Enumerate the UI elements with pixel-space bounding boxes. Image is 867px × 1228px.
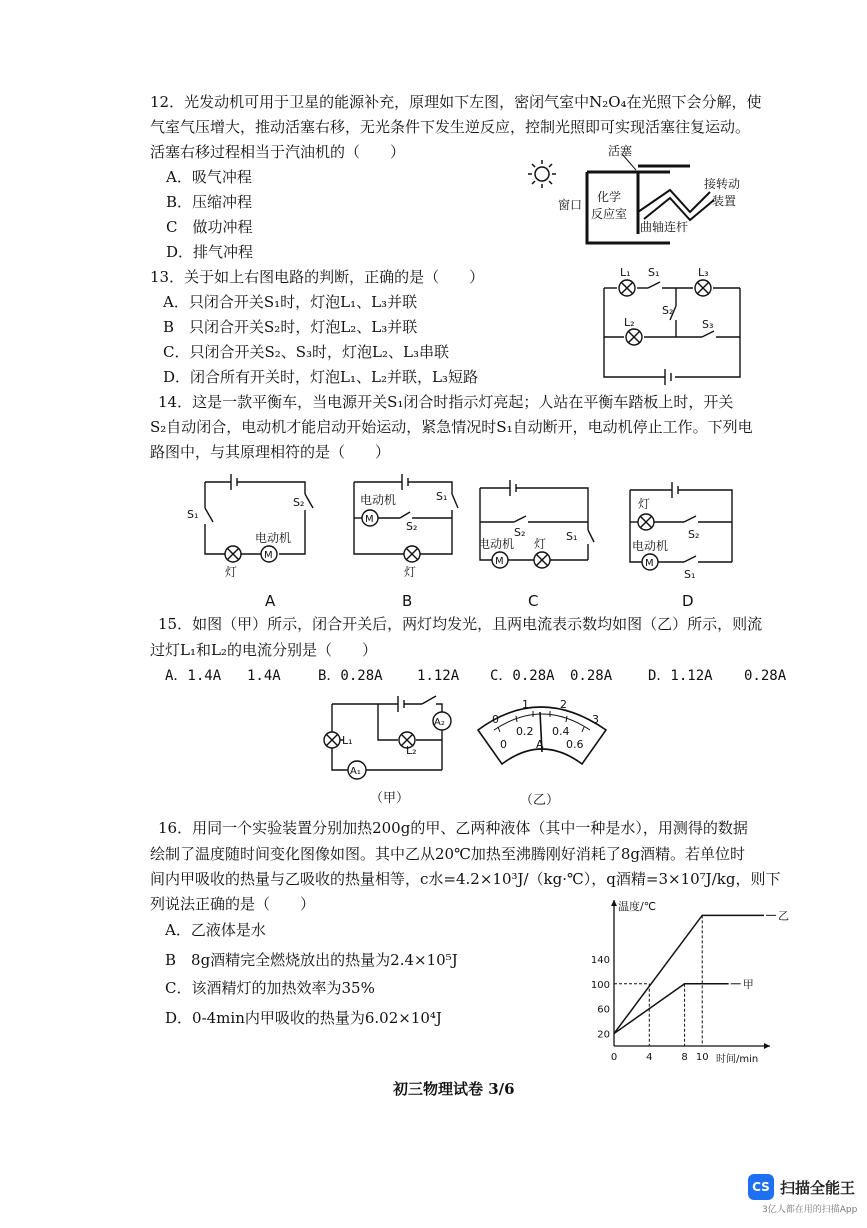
y-axis-label: 温度/℃: [618, 900, 657, 913]
y-tick-label: 140: [590, 954, 610, 966]
q16-line1: 16．用同一个实验装置分别加热200g的甲、乙两种液体（其中一种是水），用测得的数据: [158, 819, 748, 837]
motor-icon: [261, 546, 277, 562]
q16-line2: 绘制了温度随时间变化图像如图。其中乙从20℃加热至沸腾刚好消耗了8g酒精。若单位时: [150, 845, 746, 863]
lamp-icon: [626, 329, 642, 345]
q15-option-c-2: 0.28A: [570, 668, 613, 684]
a-lamp-label: 灯: [225, 565, 238, 579]
a-s1-label: S₁: [187, 508, 199, 521]
q13-L1-label: L₁: [620, 266, 631, 279]
sun-icon: [528, 160, 556, 188]
crank-rod: [638, 190, 714, 220]
x-tick-label: 10: [695, 1052, 709, 1063]
svg-text:M: M: [365, 514, 374, 525]
page-footer: 初三物理试卷 3/6: [393, 1080, 515, 1098]
series-label-甲: 甲: [742, 977, 754, 991]
q15-option-b: B．0.28A: [318, 668, 383, 684]
meter-inner-02: 0.2: [516, 725, 534, 738]
circuit-a: [185, 470, 325, 610]
q15-option-a-2: 1.4A: [247, 668, 281, 684]
device-label-1: 接转动: [704, 177, 741, 191]
q12-option-c: C 做功冲程: [166, 218, 253, 236]
crank-label: 曲轴连杆: [640, 220, 689, 234]
q12-option-a: A．吸气冲程: [166, 168, 252, 186]
q15-caption-yi: （乙）: [520, 793, 560, 808]
c-s2-label: S₂: [514, 526, 526, 539]
q13-circuit: [590, 262, 760, 392]
d-lamp-label: 灯: [638, 497, 651, 511]
motor-icon: [642, 554, 658, 570]
q14-line2: S₂自动闭合，电动机才能启动开始运动，紧急情况时S₁自动断开，电动机停止工作。下列电: [150, 418, 753, 436]
watermark-tagline: 3亿人都在用的扫描App: [762, 1205, 858, 1215]
photo-engine-figure: [520, 140, 770, 255]
a-letter: A: [265, 592, 276, 610]
lamp-icon: [638, 514, 654, 530]
svg-text:A₁: A₁: [350, 766, 361, 777]
lamp-icon: [534, 552, 550, 568]
lamp-icon: [695, 280, 711, 296]
q12-line3: 活塞右移过程相当于汽油机的（ ）: [150, 143, 406, 161]
q13-option-c: C．只闭合开关S₂、S₃时，灯泡L₂、L₃串联: [163, 343, 450, 361]
q15-option-d-2: 0.28A: [744, 668, 787, 684]
y-tick-label: 20: [597, 1029, 610, 1041]
q15-option-d: D．1.12A: [648, 668, 713, 684]
lamp-icon: [619, 280, 635, 296]
d-s1-label: S₁: [684, 568, 696, 581]
piston-label: 活塞: [608, 144, 633, 158]
x-axis-label: 时间/min: [716, 1054, 759, 1065]
q13-stem: 13．关于如上右图电路的判断，正确的是（ ）: [150, 268, 485, 286]
c-motor-label: 电动机: [478, 537, 515, 551]
series-line-乙: [614, 915, 764, 1033]
lamp-icon: [225, 546, 241, 562]
q13-option-d: D．闭合所有开关时，灯泡L₁、L₂并联，L₃短路: [163, 368, 478, 386]
q12-option-b: B．压缩冲程: [166, 193, 253, 211]
q13-L3-label: L₃: [698, 266, 709, 279]
c-s1-label: S₁: [566, 530, 578, 543]
meter-outer-2: 2: [560, 698, 567, 711]
x-tick-label: 8: [681, 1052, 688, 1063]
motor-icon: [492, 552, 508, 568]
circuit-c: [470, 470, 610, 610]
device-label-2: 装置: [712, 194, 737, 208]
q13-option-a: A．只闭合开关S₁时，灯泡L₁、L₃并联: [163, 293, 418, 311]
meter-outer-0: 0: [492, 713, 499, 726]
motor-icon: [362, 510, 378, 526]
lamp-icon: [404, 546, 420, 562]
svg-text:M: M: [645, 558, 654, 569]
x-tick-label: 4: [646, 1052, 653, 1063]
chamber-label-2: 反应室: [591, 207, 628, 221]
camscanner-logo-icon: CS: [748, 1174, 774, 1200]
d-letter: D: [682, 592, 694, 610]
q14-line1: 14．这是一款平衡车，当电源开关S₁闭合时指示灯亮起；人站在平衡车踏板上时，开关: [158, 393, 734, 411]
q15-line2: 过灯L₁和L₂的电流分别是（ ）: [150, 641, 377, 659]
circuit-d: [620, 470, 760, 610]
q12-line1: 12．光发动机可用于卫星的能源补充，原理如下左图，密闭气室中N₂O₄在光照下会分解，使: [150, 93, 762, 111]
q13-L2-label: L₂: [624, 316, 635, 329]
svg-text:A₂: A₂: [434, 717, 445, 728]
q12-line2: 气室气压增大，推动活塞右移，无光条件下发生逆反应，控制光照即可实现活塞往复运动。: [150, 118, 751, 136]
q16-option-c: C．该酒精灯的加热效率为35%: [165, 979, 375, 997]
q13-S3-label: S₃: [702, 318, 714, 331]
q13-option-b: B 只闭合开关S₂时，灯泡L₂、L₃并联: [163, 318, 418, 336]
ammeter-a1-icon: [348, 761, 366, 779]
q15-meter-yi: [470, 690, 620, 810]
b-s2-label: S₂: [406, 520, 418, 533]
q15-line1: 15．如图（甲）所示，闭合开关后，两灯均发光，且两电流表示数均如图（乙）所示，则流: [158, 615, 763, 633]
q12-option-d: D．排气冲程: [166, 243, 254, 261]
svg-text:M: M: [495, 556, 504, 567]
y-tick-label: 100: [590, 979, 610, 991]
meter-unit: A: [536, 738, 544, 751]
svg-text:M: M: [264, 550, 273, 561]
meter-inner-06: 0.6: [566, 738, 584, 751]
q13-S2-label: S₂: [662, 304, 674, 317]
q16-option-b: B 8g酒精完全燃烧放出的热量为2.4×10⁵J: [165, 951, 458, 969]
circuit-b: [340, 470, 470, 610]
c-lamp-label: 灯: [534, 537, 547, 551]
lamp-icon: [324, 732, 340, 748]
x-tick-label: 0: [610, 1052, 618, 1063]
meter-scale-arc: [494, 714, 590, 730]
y-axis-arrow: [611, 900, 617, 906]
c-letter: C: [528, 592, 539, 610]
watermark-name: 扫描全能王: [780, 1179, 856, 1197]
q15-L2-label: L₂: [406, 744, 417, 757]
q16-line4: 列说法正确的是（ ）: [150, 895, 316, 913]
chamber-label-1: 化学: [597, 190, 622, 204]
meter-outer-3: 3: [592, 713, 599, 726]
b-s1-label: S₁: [436, 490, 448, 503]
q14-line3: 路图中，与其原理相符的是（ ）: [150, 443, 391, 461]
q15-option-b-2: 1.12A: [417, 668, 460, 684]
q16-line3: 间内甲吸收的热量与乙吸收的热量相等，c水=4.2×10³J/（kg·℃），q酒精=3×10⁷J/kg，则下: [150, 870, 781, 888]
a-motor-label: 电动机: [255, 531, 292, 545]
b-motor-label: 电动机: [360, 493, 397, 507]
q15-circuit-jia: [318, 688, 458, 808]
series-label-乙: 乙: [778, 909, 789, 923]
y-tick-label: 60: [597, 1004, 610, 1016]
ammeter-a2-icon: [433, 712, 451, 730]
q15-option-a: A．1.4A: [165, 668, 222, 684]
q15-option-c: C．0.28A: [490, 668, 555, 684]
x-axis-arrow: [764, 1043, 770, 1049]
q16-option-d: D．0-4min内甲吸收的热量为6.02×10⁴J: [165, 1009, 442, 1027]
a-s2-label: S₂: [293, 496, 305, 509]
b-letter: B: [402, 592, 413, 610]
q15-L1-label: L₁: [342, 734, 353, 747]
meter-outer-1: 1: [522, 698, 529, 711]
q16-option-a: A．乙液体是水: [165, 921, 266, 939]
meter-inner-0: 0: [500, 738, 507, 751]
d-motor-label: 电动机: [632, 539, 669, 553]
temperature-time-chart: [580, 898, 789, 1068]
series-line-甲: [614, 984, 729, 1034]
meter-inner-04: 0.4: [552, 725, 570, 738]
q15-caption-jia: （甲）: [370, 791, 410, 806]
window-label: 窗口: [558, 198, 583, 212]
q13-S1-label: S₁: [648, 266, 660, 279]
d-s2-label: S₂: [688, 528, 700, 541]
b-lamp-label: 灯: [404, 565, 417, 579]
